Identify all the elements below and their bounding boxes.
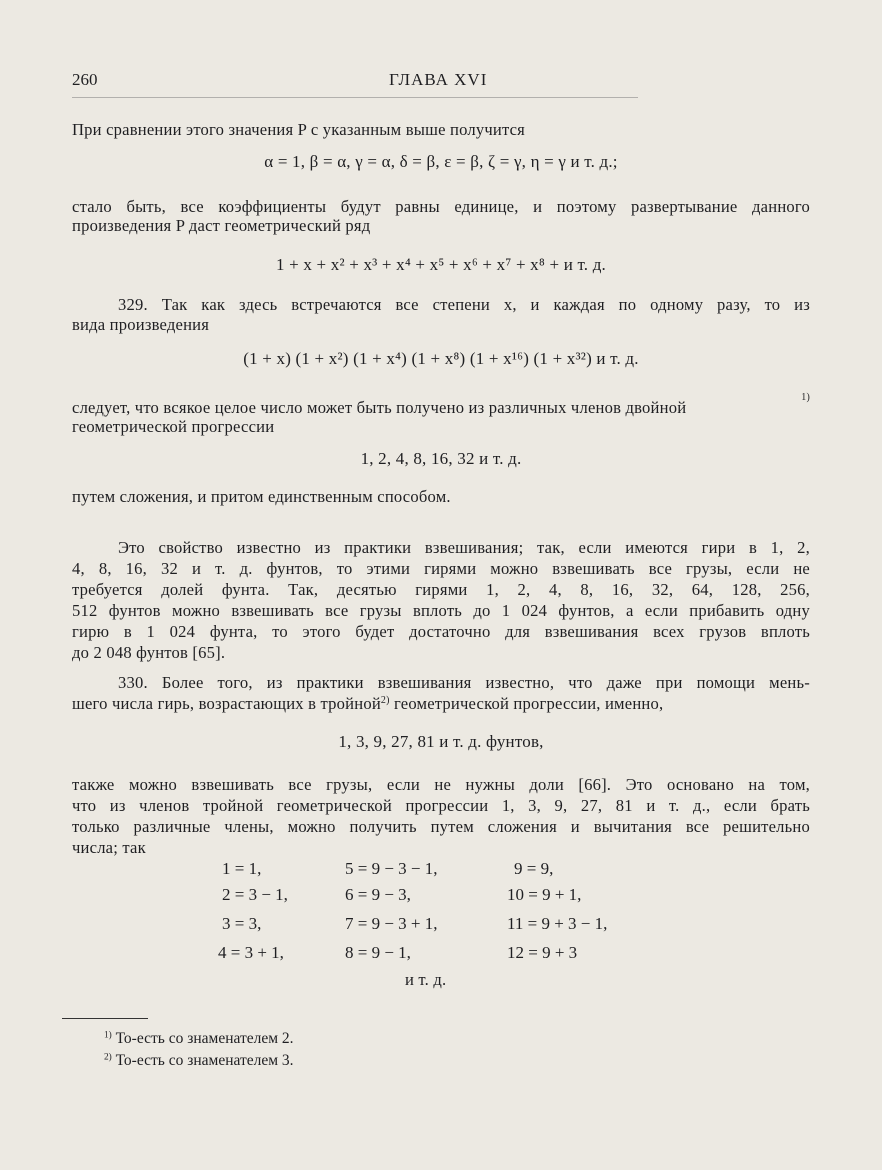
- paragraph-line: геометрической прогрессии: [72, 417, 275, 436]
- geometric-series-formula: 1 + x + x² + x³ + x⁴ + x⁵ + x⁶ + x⁷ + x⁸ + и т. д.: [275, 255, 606, 274]
- footnote: [104, 1030, 294, 1048]
- table-cell: 8 = 9 − 1,: [345, 943, 411, 962]
- footnote-rule: [62, 1018, 148, 1019]
- table-cell: 4 = 3 + 1,: [218, 943, 284, 962]
- paragraph-line: числа; так: [72, 838, 146, 857]
- paragraph-text: следует, что всякое целое число может быть получено из различных членов двойной: [72, 398, 687, 417]
- weights-paragraph-line: требуется долей фунта. Так, десятью гирями 1, 2, 4, 8, 16, 32, 64, 128, 256,: [72, 580, 810, 599]
- footnote-mark: 1): [104, 1030, 112, 1041]
- paragraph-line: путем сложения, и притом единственным способом.: [72, 487, 451, 506]
- footnote-text: То-есть со знаменателем 3.: [115, 1052, 294, 1069]
- product-formula: (1 + x) (1 + x²) (1 + x⁴) (1 + x⁸) (1 + x¹⁶) (1 + x³²) и т. д.: [243, 349, 639, 368]
- weights-paragraph-line: Это свойство известно из практики взвешивания; так, если имеются гири в 1, 2,: [118, 538, 810, 557]
- page-number: 260: [72, 70, 98, 89]
- intro-line: При сравнении этого значения P с указанным выше получится: [72, 120, 525, 139]
- table-cell: 5 = 9 − 3 − 1,: [345, 859, 438, 878]
- paragraph-text: шего числа гирь, возрастающих в тройной: [72, 694, 381, 713]
- table-cell: 2 = 3 − 1,: [222, 885, 288, 904]
- paragraph-line: также можно взвешивать все грузы, если не нужны доли [66]. Это основано на том,: [72, 775, 810, 794]
- weights-paragraph-line: 4, 8, 16, 32 и т. д. фунтов, то этими гирями можно взвешивать все грузы, если не: [72, 559, 810, 578]
- weights-paragraph-line: 512 фунтов можно взвешивать все грузы вплоть до 1 024 фунтов, а если прибавить одну: [72, 601, 810, 620]
- footnote-ref: 2): [380, 695, 390, 707]
- section-329-line: 329. Так как здесь встречаются все степени x, и каждая по одному разу, то из: [118, 295, 810, 314]
- table-cell: 3 = 3,: [222, 914, 262, 933]
- footnote-text: То-есть со знаменателем 2.: [115, 1030, 294, 1047]
- coefficients-formula: α = 1, β = α, γ = α, δ = β, ε = β, ζ = γ, η = γ и т. д.;: [264, 152, 618, 171]
- paragraph-line: вида произведения: [72, 315, 210, 334]
- weights-paragraph-line: гирю в 1 024 фунта, то этого будет достаточно для взвешивания всех грузов вплоть: [72, 622, 810, 641]
- section-330-line: [72, 694, 663, 714]
- paragraph-line: стало быть, все коэффициенты будут равны единице, и поэтому развертывание данного: [72, 197, 810, 216]
- table-cell: 9 = 9,: [514, 859, 554, 878]
- paragraph-line: что из членов тройной геометрической прогрессии 1, 3, 9, 27, 81 и т. д., если брать: [72, 796, 810, 815]
- paragraph-line: произведения P даст геометрический ряд: [72, 216, 371, 235]
- footnote: [104, 1052, 294, 1070]
- paragraph-line: только различные члены, можно получить путем сложения и вычитания все решительно: [72, 817, 810, 836]
- table-cell: 10 = 9 + 1,: [507, 885, 582, 904]
- table-continuation: и т. д.: [405, 970, 447, 989]
- table-cell: 12 = 9 + 3: [507, 943, 578, 962]
- powers-of-three: 1, 3, 9, 27, 81 и т. д. фунтов,: [338, 732, 544, 751]
- table-cell: 6 = 9 − 3,: [345, 885, 411, 904]
- section-330-line: 330. Более того, из практики взвешивания известно, что даже при помощи мень-: [118, 673, 810, 692]
- paragraph-text: геометрической прогрессии, именно,: [393, 694, 664, 713]
- header-rule: [72, 97, 638, 98]
- paragraph-line: [72, 392, 810, 418]
- chapter-title: ГЛАВА XVI: [389, 70, 488, 89]
- weights-paragraph-line: до 2 048 фунтов [65].: [72, 643, 226, 662]
- footnote-mark: 2): [104, 1052, 112, 1063]
- powers-of-two: 1, 2, 4, 8, 16, 32 и т. д.: [360, 449, 522, 468]
- footnote-ref: 1): [801, 392, 810, 403]
- table-cell: 7 = 9 − 3 + 1,: [345, 914, 438, 933]
- table-cell: 1 = 1,: [222, 859, 262, 878]
- table-cell: 11 = 9 + 3 − 1,: [507, 914, 608, 933]
